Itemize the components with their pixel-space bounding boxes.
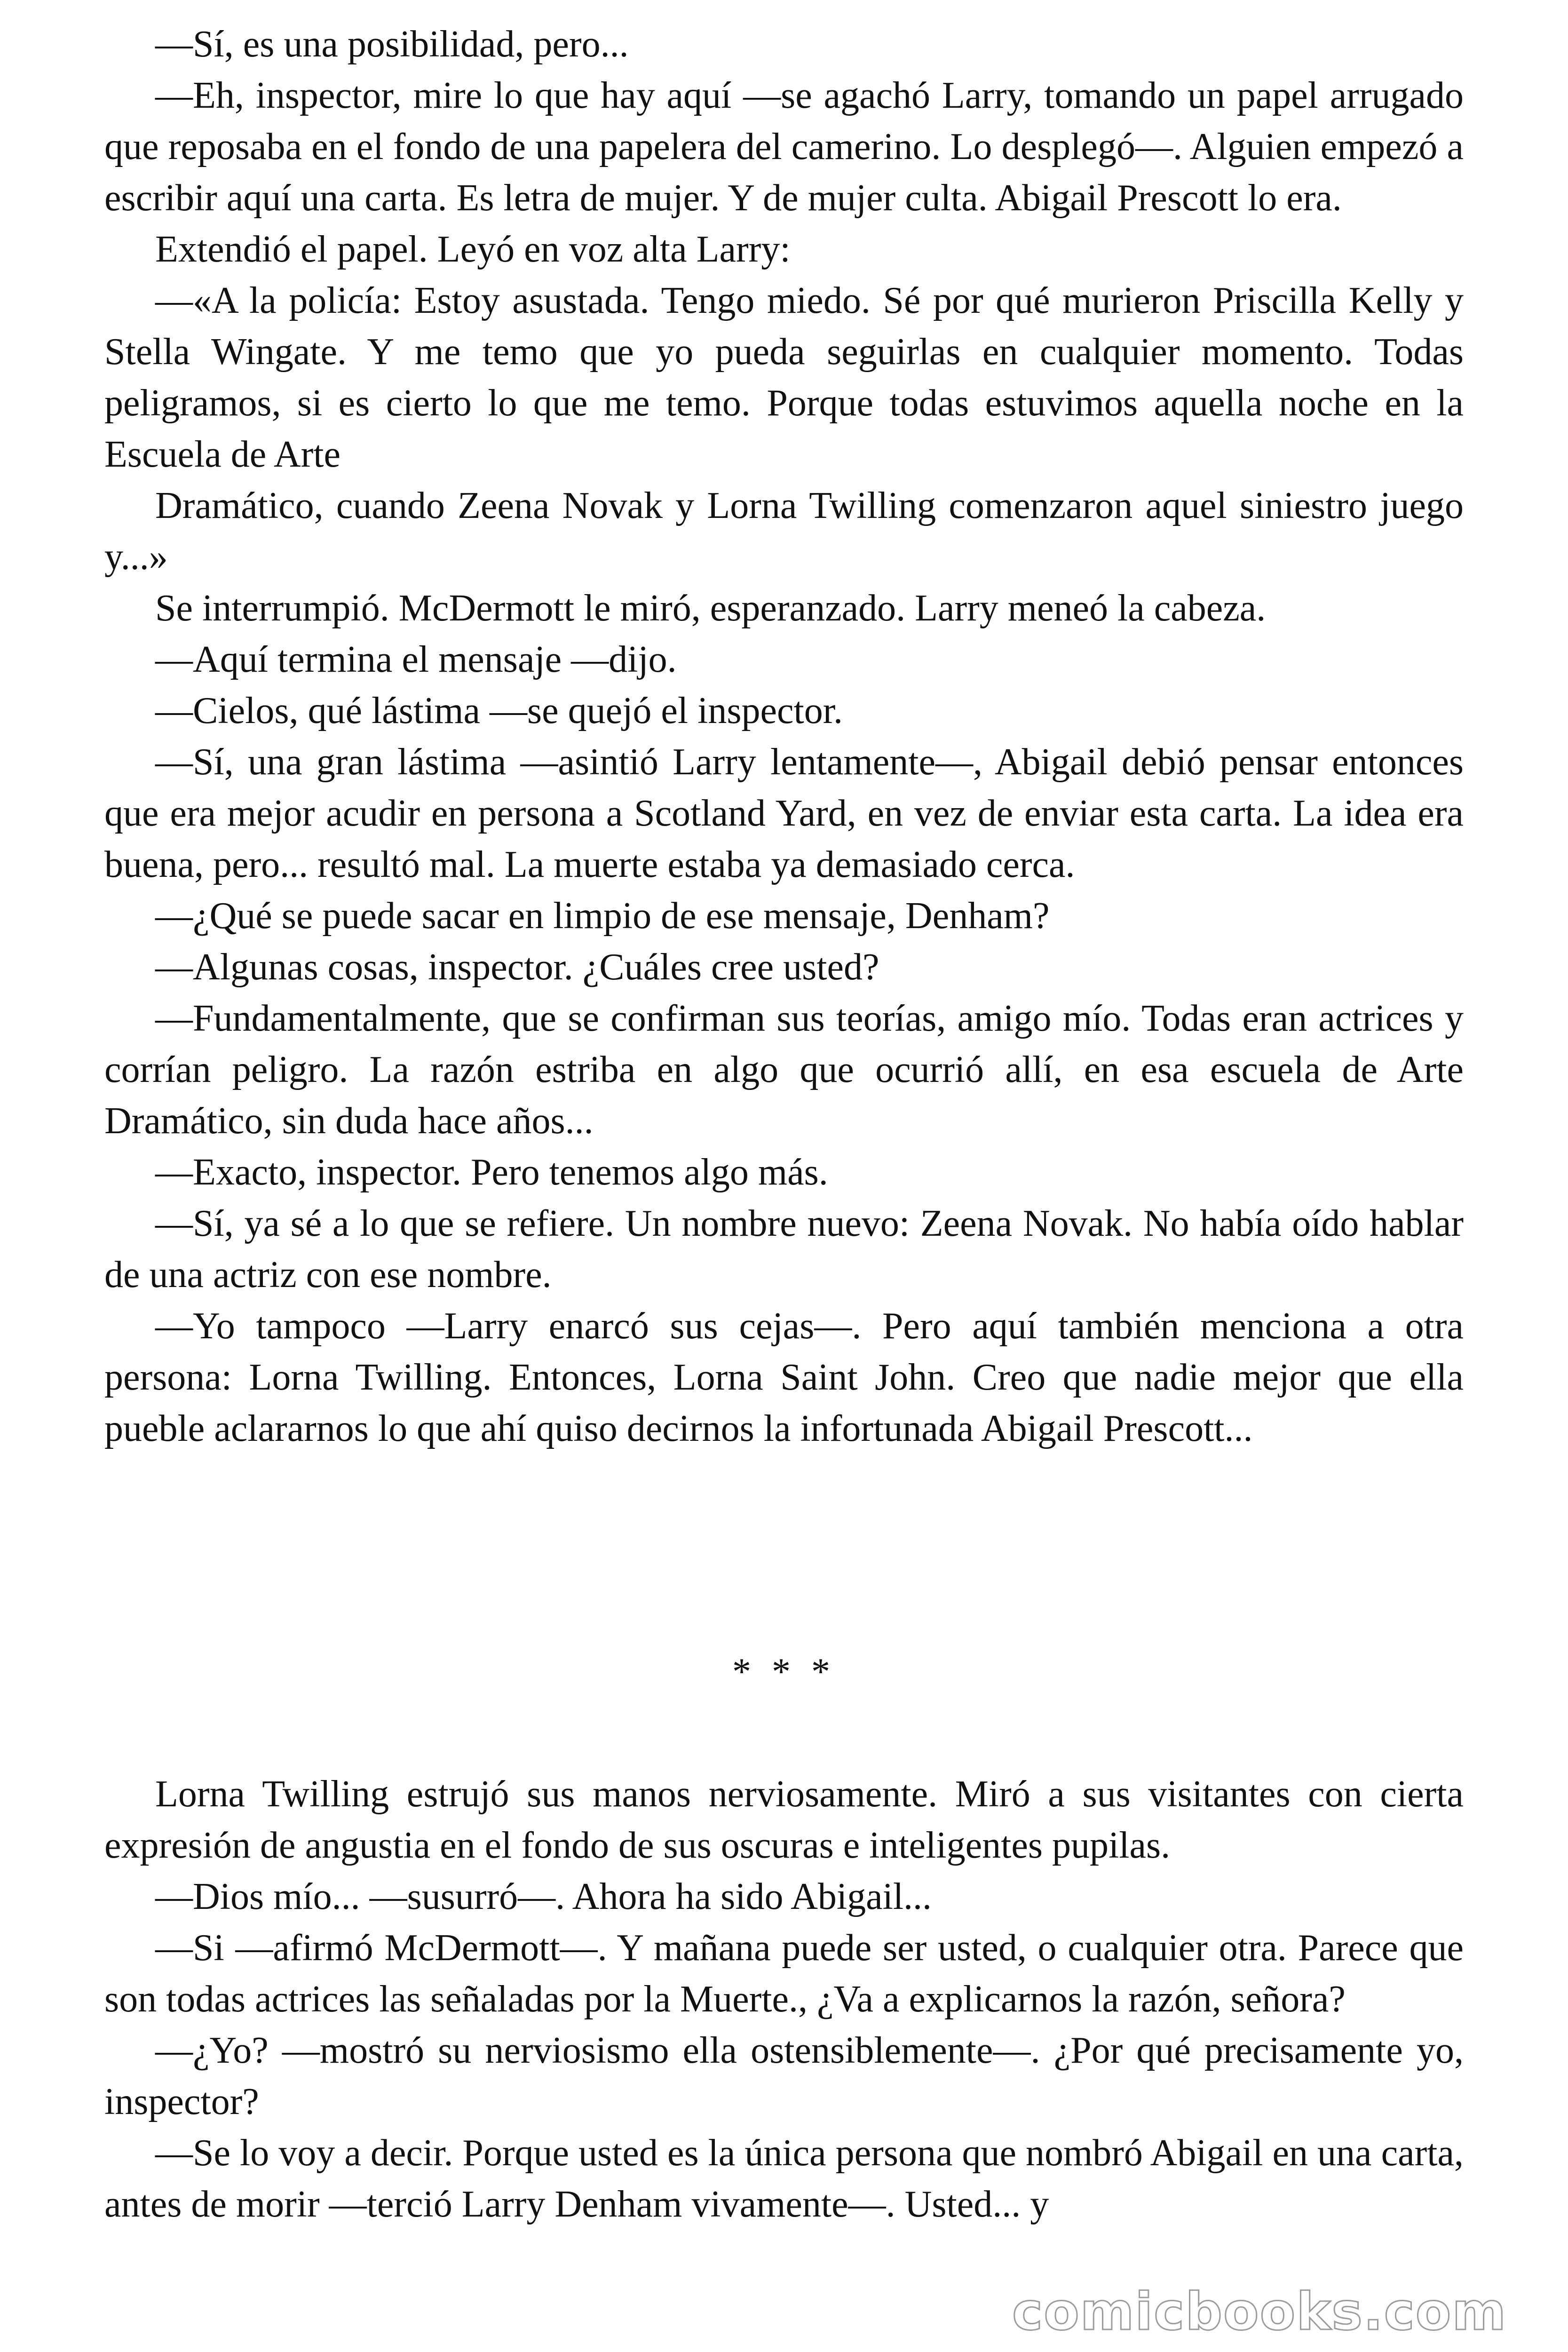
paragraph: —Aquí termina el mensaje —dijo. (155, 639, 677, 680)
paragraph: —Si —afirmó McDermott—. Y mañana puede ser usted, o cualquier otra. Parece que son todas actrices las señaladas por la Muerte., ¿Va a explicarnos la razón, señora? (104, 1927, 1464, 2020)
scene-break: * * * (732, 1651, 836, 1692)
paragraph: —Eh, inspector, mire lo que hay aquí —se agachó Larry, tomando un papel arrugado que reposaba en el fondo de una papelera del camerino. Lo desplegó—. Alguien empezó a escribir aquí una carta. Es letra de mujer. Y de mujer culta. Abigail Prescott lo era. (104, 75, 1464, 219)
paragraph: —Sí, una gran lástima —asintió Larry lentamente—, Abigail debió pensar entonces que era mejor acudir en persona a Scotland Yard, en vez de enviar esta carta. La idea era buena, pero... resultó mal. La muerte estaba ya demasiado cerca. (104, 741, 1464, 885)
paragraph: —Yo tampoco —Larry enarcó sus cejas—. Pero aquí también menciona a otra persona: Lorna Twilling. Entonces, Lorna Saint John. Creo que nadie mejor que ella pueble aclararnos lo que ahí quiso decirnos la infortunada Abigail Prescott... (104, 1305, 1464, 1449)
paragraph: —Se lo voy a decir. Porque usted es la única persona que nombró Abigail en una carta, antes de morir —terció Larry Denham vivamente—. Usted... y (104, 2132, 1464, 2225)
paragraph: —Exacto, inspector. Pero tenemos algo más. (155, 1152, 828, 1193)
paragraph: —¿Yo? —mostró su nerviosismo ella ostensiblemente—. ¿Por qué precisamente yo, inspector? (104, 2030, 1464, 2122)
body-text-after-break (104, 1769, 1464, 2230)
paragraph: —Cielos, qué lástima —se quejó el inspector. (155, 690, 843, 731)
paragraph: Dramático, cuando Zeena Novak y Lorna Twilling comenzaron aquel siniestro juego y...» (104, 485, 1464, 578)
paragraph: —Sí, ya sé a lo que se refiere. Un nombre nuevo: Zeena Novak. No había oído hablar de una actriz con ese nombre. (104, 1203, 1464, 1295)
paragraph: —¿Qué se puede sacar en limpio de ese mensaje, Denham? (155, 895, 1050, 937)
paragraph: —Sí, es una posibilidad, pero... (155, 24, 629, 65)
watermark: comicbooks.com (1012, 2281, 1507, 2342)
paragraph: Extendió el papel. Leyó en voz alta Larry: (155, 229, 791, 270)
paragraph: —Algunas cosas, inspector. ¿Cuáles cree usted? (155, 946, 879, 988)
paragraph: Lorna Twilling estrujó sus manos nerviosamente. Miró a sus visitantes con cierta expresión de angustia en el fondo de sus oscuras e inteligentes pupilas. (104, 1773, 1464, 1866)
body-text-before-break (104, 19, 1464, 1454)
paragraph: —Fundamentalmente, que se confirman sus teorías, amigo mío. Todas eran actrices y corrían peligro. La razón estriba en algo que ocurrió allí, en esa escuela de Arte Dramático, sin duda hace años... (104, 998, 1464, 1142)
paragraph: —«A la policía: Estoy asustada. Tengo miedo. Sé por qué murieron Priscilla Kelly y Stella Wingate. Y me temo que yo pueda seguirlas en cualquier momento. Todas peligramos, si es cierto lo que me temo. Porque todas estuvimos aquella noche en la Escuela de Arte (104, 280, 1464, 475)
paragraph: Se interrumpió. McDermott le miró, esperanzado. Larry meneó la cabeza. (155, 588, 1266, 629)
paragraph: —Dios mío... —susurró—. Ahora ha sido Abigail... (155, 1876, 932, 1917)
